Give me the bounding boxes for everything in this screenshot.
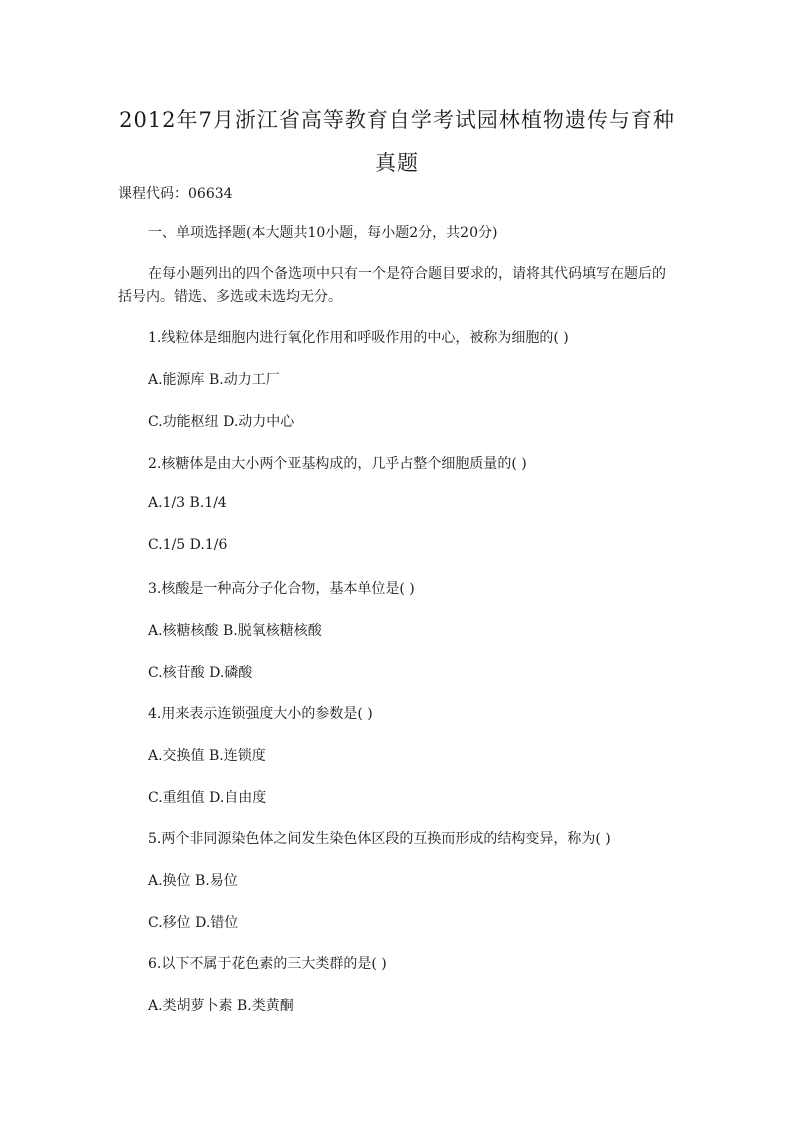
section-heading: 一、单项选择题(本大题共10小题，每小题2分，共20分) [148,225,498,241]
question-4-options-row-1: A.交换值 B.连锁度 [148,748,266,764]
question-2-options-row-2: C.1/5 D.1/6 [148,537,228,553]
question-2-options-row-1: A.1/3 B.1/4 [148,495,227,511]
instructions-line-1: 在每小题列出的四个备选项中只有一个是符合题目要求的，请将其代码填写在题后的 [148,266,666,282]
question-5-options-row-1: A.换位 B.易位 [148,873,238,889]
question-4-options-row-2: C.重组值 D.自由度 [148,790,267,806]
question-1-options-row-1: A.能源库 B.动力工厂 [148,372,280,388]
question-6-stem: 6.以下不属于花色素的三大类群的是( ) [148,956,387,972]
question-3-stem: 3.核酸是一种高分子化合物，基本单位是( ) [148,581,415,597]
document-title-line-2: 真题 [375,151,419,175]
question-3-options-row-2: C.核苷酸 D.磷酸 [148,665,253,681]
question-5-stem: 5.两个非同源染色体之间发生染色体区段的互换而形成的结构变异，称为( ) [148,831,611,847]
question-2-stem: 2.核糖体是由大小两个亚基构成的，几乎占整个细胞质量的( ) [148,456,527,472]
question-6-options-row-1: A.类胡萝卜素 B.类黄酮 [148,998,294,1014]
question-3-options-row-1: A.核糖核酸 B.脱氧核糖核酸 [148,623,322,639]
course-code: 课程代码：06634 [118,186,233,202]
question-1-stem: 1.线粒体是细胞内进行氧化作用和呼吸作用的中心，被称为细胞的( ) [148,330,569,346]
question-4-stem: 4.用来表示连锁强度大小的参数是( ) [148,706,373,722]
document-title-line-1: 2012年7月浙江省高等教育自学考试园林植物遗传与育种 [119,108,675,132]
instructions-line-2: 括号内。错选、多选或未选均无分。 [118,289,342,305]
question-5-options-row-2: C.移位 D.错位 [148,915,239,931]
question-1-options-row-2: C.功能枢纽 D.动力中心 [148,414,295,430]
